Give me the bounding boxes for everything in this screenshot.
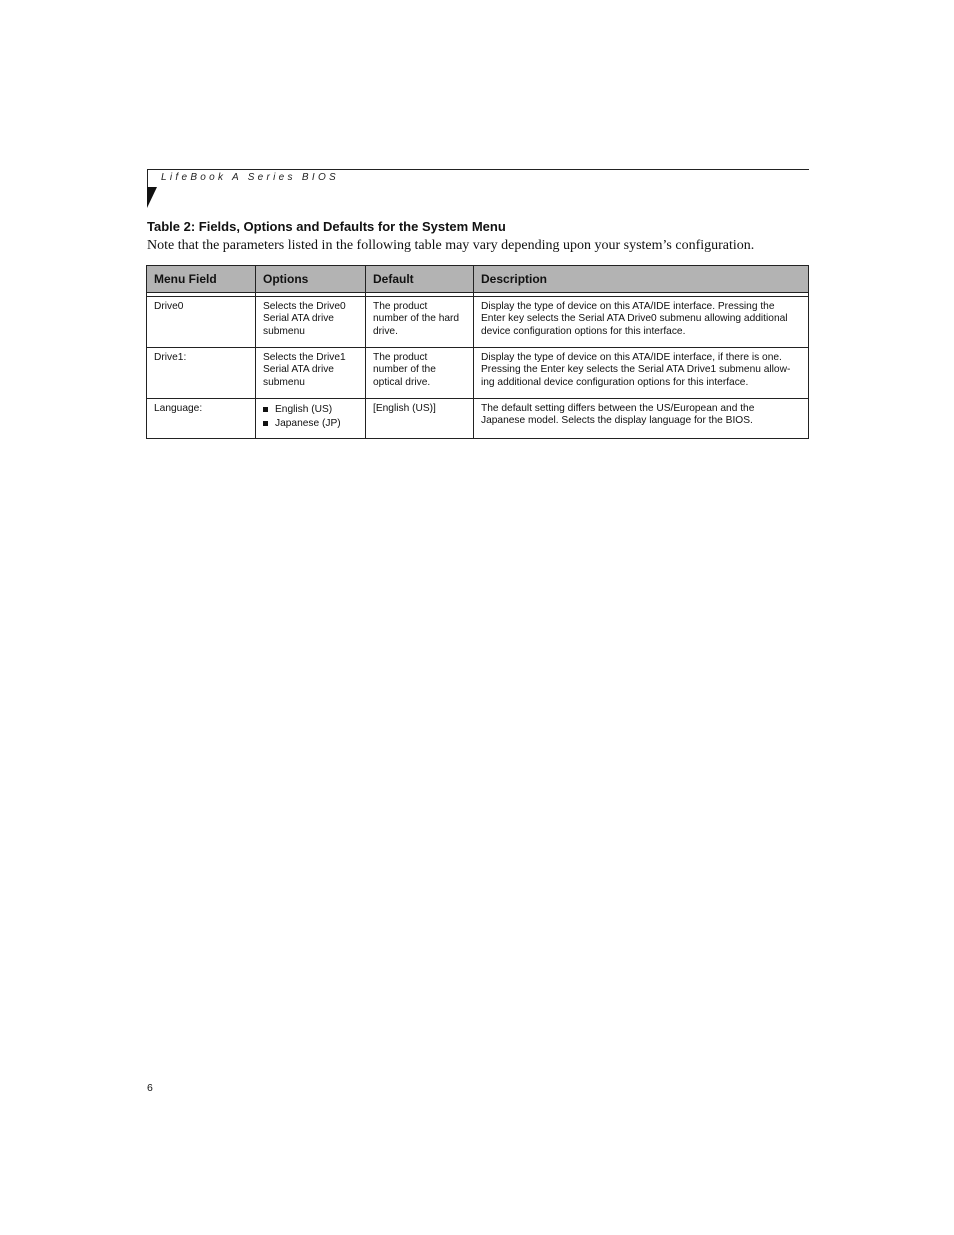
table-title: Table 2: Fields, Options and Defaults for the System Menu: [147, 219, 506, 234]
cell-default: [English (US)]: [366, 399, 474, 439]
header-tick: [147, 169, 148, 187]
header-rule: [147, 169, 809, 170]
table-row: [147, 399, 809, 439]
cell-options: [256, 399, 366, 439]
column-header-menu-field: Menu Field: [147, 266, 256, 293]
cell-options: Selects the Drive1 Serial ATA drive submenu: [256, 348, 366, 399]
header-wedge-mark: [147, 187, 157, 208]
cell-default: The product number of the optical drive.: [366, 348, 474, 399]
cell-default: The product number of the hard drive.: [366, 297, 474, 348]
options-list: [263, 403, 358, 431]
running-head: LifeBook A Series BIOS: [161, 172, 340, 183]
list-item: Japanese (JP): [263, 417, 358, 431]
system-menu-table: [146, 265, 809, 439]
cell-options: Selects the Drive0 Serial ATA drive submenu: [256, 297, 366, 348]
cell-description: Display the type of device on this ATA/IDE interface. Pressing the Enter key selects the Serial ATA Drive0 submenu allowing additional device configuration options for this interface.: [474, 297, 809, 348]
cell-menu-field: Language:: [147, 399, 256, 439]
column-header-options: Options: [256, 266, 366, 293]
page-number: 6: [147, 1082, 153, 1094]
column-header-description: Description: [474, 266, 809, 293]
table-header-row: [147, 266, 809, 293]
square-bullet-icon: [263, 407, 268, 412]
list-item: English (US): [263, 403, 358, 417]
square-bullet-icon: [263, 421, 268, 426]
cell-description: The default setting differs between the US/European and the Japanese model. Selects the display language for the BIOS.: [474, 399, 809, 439]
cell-menu-field: Drive1:: [147, 348, 256, 399]
cell-description: Display the type of device on this ATA/IDE interface, if there is one. Pressing the Enter key selects the Serial ATA Drive1 submenu allow- ing additional device configuration options for this interface.: [474, 348, 809, 399]
table-row: [147, 297, 809, 348]
column-header-default: Default: [366, 266, 474, 293]
intro-note: Note that the parameters listed in the following table may vary depending upon your system’s configuration.: [147, 238, 755, 253]
table-row: [147, 348, 809, 399]
cell-menu-field: Drive0: [147, 297, 256, 348]
